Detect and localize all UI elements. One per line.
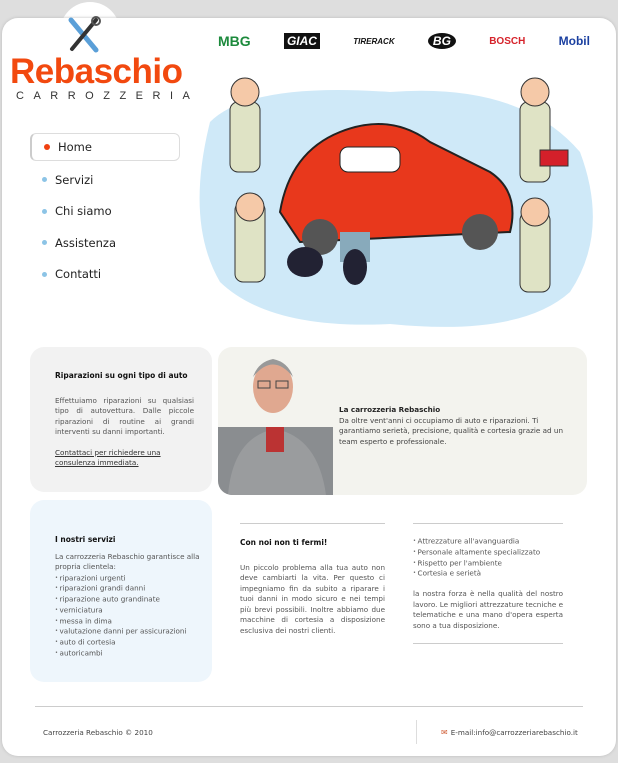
nav-assistenza[interactable] <box>30 227 180 259</box>
nav-label: Assistenza <box>55 235 116 250</box>
service-item: • messa in dima <box>55 616 202 627</box>
about-text: Da oltre vent'anni ci occupiamo di auto e riparazioni. Ti garantiamo serietà, precisione, qualità e cortesia grazie ad un team esperto e professionale. <box>339 415 563 446</box>
strength-item: • Personale altamente specializzato <box>413 547 563 558</box>
service-item: • autoricambi <box>55 648 202 659</box>
bullet-icon <box>42 240 47 245</box>
nav-label: Chi siamo <box>55 204 112 219</box>
repairs-title: Riparazioni su ogni tipo di auto <box>55 371 188 380</box>
mail-icon: ✉ <box>441 728 448 737</box>
service-item: • verniciatura <box>55 605 202 616</box>
service-item: • riparazione auto grandinate <box>55 594 202 605</box>
contact-link[interactable]: Contattaci per richiedere una consulenza immediata. <box>55 447 161 467</box>
services-intro: La carrozzeria Rebaschio garantisce alla propria clientela: <box>55 551 200 571</box>
logo-name[interactable]: Rebaschio <box>10 52 183 91</box>
right-text: la nostra forza è nella qualità del nostro lavoro. Le migliori attrezzature tecniche e telematiche e una mano d'opera esperta sono a tua disposizione. <box>413 589 563 630</box>
bullet-icon <box>42 177 47 182</box>
about-box <box>218 347 587 495</box>
bullet-icon <box>42 272 47 277</box>
nav-chi-siamo[interactable] <box>30 196 180 228</box>
brand-tirerack: TIRERACK <box>353 36 395 46</box>
middle-column <box>240 523 385 636</box>
strength-item: • Cortesia e serietà <box>413 568 563 579</box>
email-text[interactable]: E-mail:info@carrozzeriarebaschio.it <box>450 728 578 737</box>
footer-divider <box>35 706 583 707</box>
nav-contatti[interactable] <box>30 259 180 291</box>
brand-mbg: MBG <box>218 33 251 49</box>
about-title: La carrozzeria Rebaschio <box>339 405 441 414</box>
middle-text: Un piccolo problema alla tua auto non deve cambiarti la vita. Per questo ci impegniamo fin da subito a riparare i tuoi danni in modo sicuro e nei tempi più brevi possibili. Inoltre abbiamo due macchine di cortesia a disposizione esclusiva dei nostri clienti. <box>240 562 385 635</box>
repairs-box <box>30 347 212 492</box>
brand-logos <box>218 33 590 49</box>
main-nav <box>30 133 180 290</box>
services-list <box>55 573 202 659</box>
divider <box>413 523 563 524</box>
middle-title: Con noi non ti fermi! <box>240 538 328 547</box>
strengths-list <box>413 536 563 579</box>
repairs-text: Effettuiamo riparazioni su qualsiasi tipo di autovettura. Dalle piccole riparazioni di routine ai grandi interventi su danni importanti. <box>55 395 194 436</box>
footer-copyright: Carrozzeria Rebaschio © 2010 <box>43 728 153 737</box>
brand-giac: GIAC <box>284 33 320 49</box>
strength-item: • Attrezzature all'avanguardia <box>413 536 563 547</box>
brand-bosch: BOSCH <box>489 35 526 47</box>
nav-label: Home <box>58 140 92 154</box>
service-item: • riparazioni urgenti <box>55 573 202 584</box>
footer-email[interactable] <box>441 728 578 737</box>
services-box <box>30 500 212 682</box>
nav-label: Servizi <box>55 172 94 187</box>
nav-label: Contatti <box>55 267 102 282</box>
services-title: I nostri servizi <box>55 535 116 544</box>
footer-separator <box>416 720 417 744</box>
tools-icon <box>66 16 102 54</box>
bullet-icon <box>42 209 47 214</box>
nav-servizi[interactable] <box>30 164 180 196</box>
mechanics-illustration <box>190 62 602 332</box>
divider <box>413 643 563 644</box>
bullet-icon <box>44 144 50 150</box>
service-item: • valutazione danni per assicurazioni <box>55 626 202 637</box>
strength-item: • Rispetto per l'ambiente <box>413 558 563 569</box>
divider <box>240 523 385 524</box>
logo-subtitle: CARROZZERIA <box>16 90 200 102</box>
brand-mobil: Mobil <box>558 34 590 48</box>
brand-bg: BG <box>428 33 456 49</box>
mechanic-photo <box>218 347 333 495</box>
service-item: • auto di cortesia <box>55 637 202 648</box>
right-column <box>413 523 563 644</box>
service-item: • riparazioni grandi danni <box>55 583 202 594</box>
nav-home[interactable] <box>30 133 180 161</box>
